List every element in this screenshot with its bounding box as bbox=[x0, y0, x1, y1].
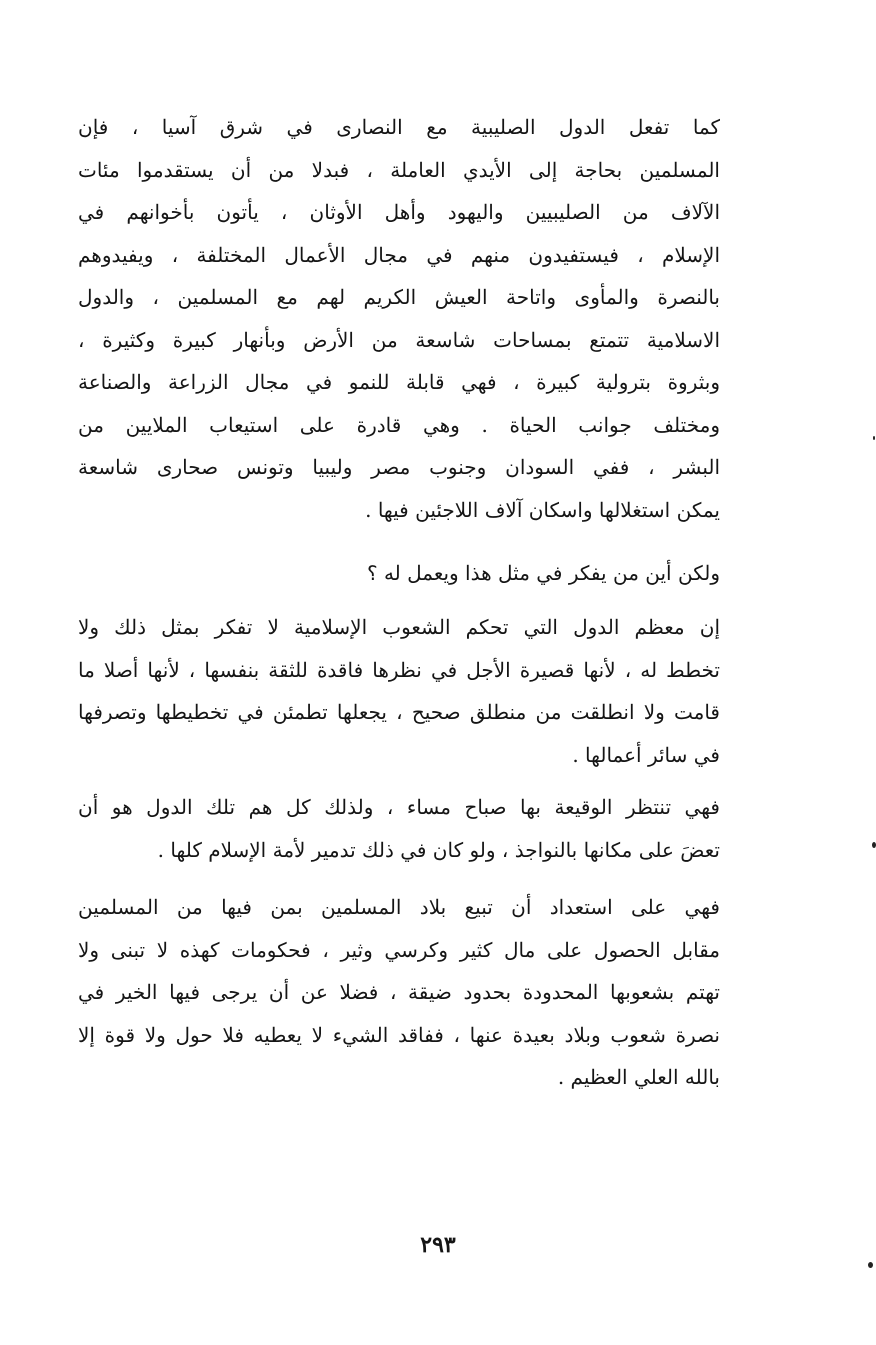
text-line: تعضَ على مكانها بالنواجذ ، ولو كان في ذلك تدمير لأمة الإسلام كلها . bbox=[157, 837, 720, 862]
text-line: ولكن أين من يفكر في مثل هذا ويعمل له ؟ bbox=[366, 561, 720, 585]
text-line: في سائر أعمالها . bbox=[572, 742, 720, 767]
text-line: فهي تنتظر الوقيعة بها صباح مساء ، ولذلك كل هم تلك الدول هو أن bbox=[78, 795, 720, 819]
text-line: ومختلف جوانب الحياة . وهي قادرة على استيعاب الملايين من bbox=[78, 412, 720, 437]
text-line: إن معظم الدول التي تحكم الشعوب الإسلامية لا تفكر بمثل ذلك ولا bbox=[78, 615, 720, 639]
paragraph-5 bbox=[78, 886, 720, 1099]
text-line: بالنصرة والمأوى واتاحة العيش الكريم لهم مع المسلمين ، والدول bbox=[78, 285, 720, 309]
text-line: تخطط له ، لأنها قصيرة الأجل في نظرها فاقدة للثقة بنفسها ، لأنها أصلا ما bbox=[78, 657, 720, 682]
text-line: المسلمين بحاجة إلى الأيدي العاملة ، فبدلا من أن يستقدموا مئات bbox=[78, 157, 720, 182]
text-line: بالله العلي العظيم . bbox=[557, 1065, 720, 1089]
page-number: ٢٩٣ bbox=[420, 1232, 456, 1258]
scan-speck bbox=[872, 842, 876, 848]
paragraph-4 bbox=[78, 786, 720, 871]
paragraph-2 bbox=[78, 552, 720, 595]
text-line: يمكن استغلالها واسكان آلاف اللاجئين فيها . bbox=[365, 497, 720, 522]
scan-speck bbox=[873, 436, 875, 440]
text-line: الآلاف من الصليبيين واليهود وأهل الأوثان ، يأتون بأخوانهم في bbox=[78, 200, 720, 224]
text-line: نصرة شعوب وبلاد بعيدة عنها ، ففاقد الشيء لا يعطيه فلا حول ولا قوة إلا bbox=[78, 1022, 720, 1047]
text-line: مقابل الحصول على مال كثير وكرسي وثير ، فحكومات كهذه لا تبنى ولا bbox=[78, 937, 720, 962]
text-line: تهتم بشعوبها المحدودة بحدود ضيقة ، فضلا عن أن يرجى فيها الخير في bbox=[78, 980, 720, 1004]
scan-speck bbox=[868, 1262, 873, 1268]
text-line: قامت ولا انطلقت من منطلق صحيح ، يجعلها تطمئن في تخطيطها وتصرفها bbox=[78, 700, 720, 724]
paragraph-1 bbox=[78, 106, 720, 531]
text-line: وبثروة بترولية كبيرة ، فهي قابلة للنمو في مجال الزراعة والصناعة bbox=[78, 370, 720, 394]
text-line: الإسلام ، فيستفيدون منهم في مجال الأعمال المختلفة ، ويفيدوهم bbox=[78, 242, 720, 267]
paragraph-3 bbox=[78, 606, 720, 776]
text-line: البشر ، ففي السودان وجنوب مصر وليبيا وتونس صحارى شاسعة bbox=[78, 455, 720, 479]
text-line: كما تفعل الدول الصليبية مع النصارى في شرق آسيا ، فإن bbox=[78, 115, 720, 139]
text-line: فهي على استعداد أن تبيع بلاد المسلمين بمن فيها من المسلمين bbox=[78, 895, 720, 919]
text-line: الاسلامية تتمتع بمساحات شاسعة من الأرض وبأنهار كبيرة وكثيرة ، bbox=[78, 327, 720, 352]
